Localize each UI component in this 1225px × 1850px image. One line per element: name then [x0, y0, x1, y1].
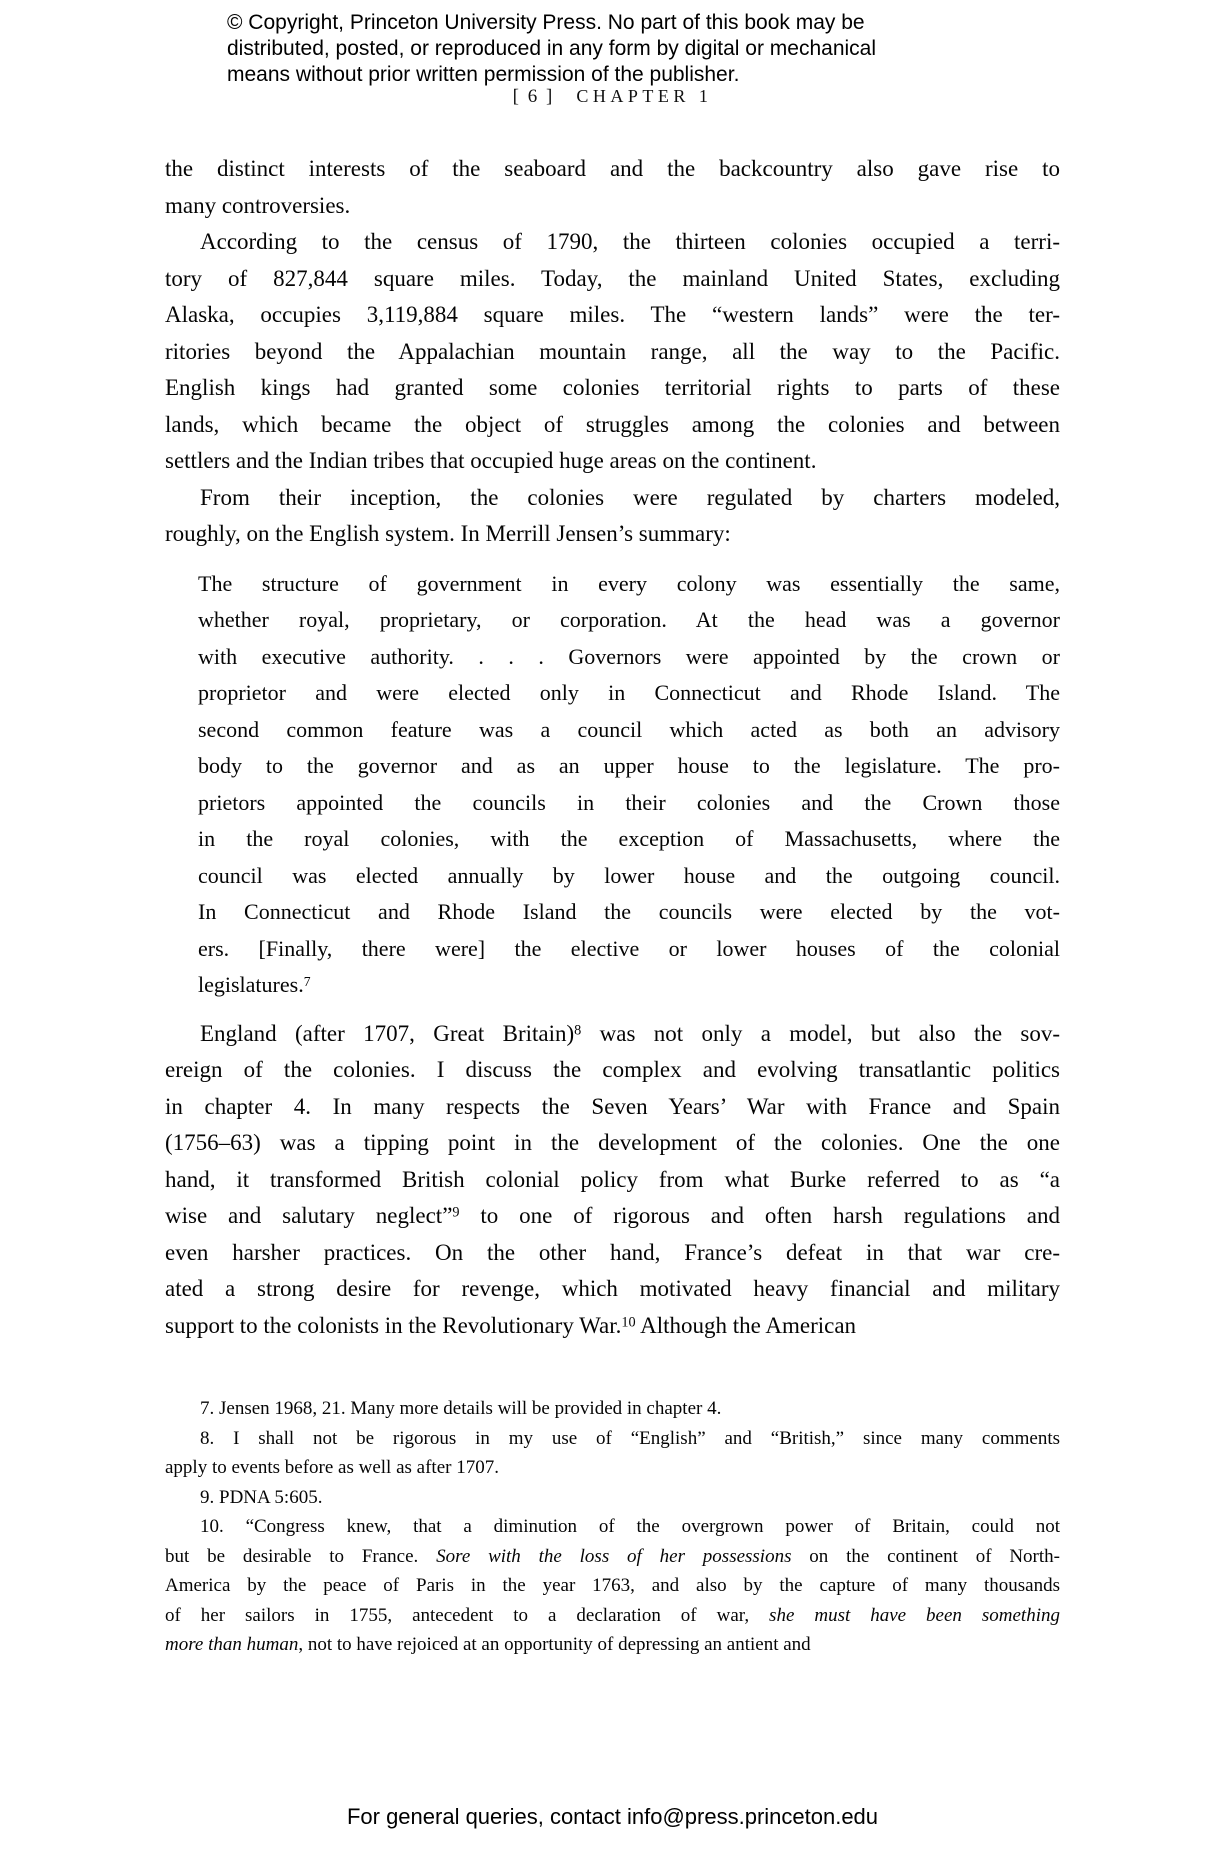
text-line: © Copyright, Princeton University Press. No part of this book may be: [227, 11, 865, 34]
text-line: 10. “Congress knew, that a diminution of the overgrown power of Britain, could not: [200, 1516, 1060, 1537]
paragraph-2: [165, 224, 1060, 480]
text-line: in chapter 4. In many respects the Seven Years’ War with France and Spain: [165, 1093, 1060, 1119]
paragraph-4: [165, 1016, 1060, 1345]
footnote-10: [165, 1512, 1060, 1660]
text-line: in the royal colonies, with the exception of Massachusetts, where the: [198, 826, 1060, 851]
text-line: support to the colonists in the Revolutionary War.$^{10}$ Although the American: [165, 1312, 857, 1338]
text-line: wise and salutary neglect”$^9$ to one of rigorous and often harsh regulations and: [165, 1203, 1060, 1228]
text-line: lands, which became the object of struggles among the colonies and between: [165, 411, 1060, 437]
text-line: According to the census of 1790, the thirteen colonies occupied a terri-: [200, 229, 1060, 254]
text-line: (1756–63) was a tipping point in the development of the colonies. One the one: [165, 1130, 1060, 1155]
text-line: English kings had granted some colonies territorial rights to parts of these: [165, 375, 1060, 400]
block-quote: [198, 566, 1060, 1004]
text-line: with executive authority. . . . Governors were appointed by the crown or: [198, 643, 1060, 669]
text-line: but be desirable to France. Sore with the loss of her possessions on the continent of North-: [165, 1545, 1060, 1567]
text-line: ated a strong desire for revenge, which motivated heavy financial and military: [165, 1276, 1060, 1301]
running-head: [165, 86, 1060, 108]
footnote-8: [165, 1424, 1060, 1483]
text-line: means without prior written permission of the publisher.: [227, 63, 740, 86]
text-line: more than human, not to have rejoiced at an opportunity of depressing an antient and: [165, 1634, 811, 1655]
text-line: The structure of government in every colony was essentially the same,: [198, 570, 1060, 596]
paragraph-1: [165, 151, 1060, 224]
text-line: hand, it transformed British colonial policy from what Burke referred to as “a: [165, 1166, 1060, 1192]
text-line: legislatures.$^7$: [198, 972, 311, 997]
text-line: many controversies.: [165, 192, 351, 218]
page-number: [ 6 ]: [512, 86, 555, 107]
text-line: apply to events before as well as after 1707.: [165, 1457, 499, 1478]
footnotes: [165, 1394, 1060, 1660]
text-line: settlers and the Indian tribes that occupied huge areas on the continent.: [165, 448, 817, 473]
text-line: roughly, on the English system. In Merrill Jensen’s summary:: [165, 521, 731, 546]
paragraph-3: [165, 480, 1060, 553]
text-line: even harsher practices. On the other hand, France’s defeat in that war cre-: [165, 1239, 1060, 1265]
text-line: 8. I shall not be rigorous in my use of “English” and “British,” since many comments: [200, 1427, 1060, 1449]
text-line: Alaska, occupies 3,119,884 square miles. The “western lands” were the ter-: [165, 302, 1060, 327]
footnote-9: [165, 1483, 1060, 1513]
text-line: proprietor and were elected only in Connecticut and Rhode Island. The: [198, 680, 1060, 705]
main-text: [165, 151, 1060, 1344]
chapter-title: CHAPTER 1: [576, 86, 713, 106]
text-line: body to the governor and as an upper house to the legislature. The pro-: [198, 753, 1060, 778]
text-line: England (after 1707, Great Britain)$^8$ was not only a model, but also the sov-: [200, 1020, 1061, 1046]
text-line: of her sailors in 1755, antecedent to a declaration of war, she must have been something: [165, 1604, 1060, 1626]
text-line: whether royal, proprietary, or corporation. At the head was a governor: [198, 607, 1060, 632]
queries-contact-line: For general queries, contact info@press.princeton.edu: [346, 1804, 879, 1829]
text-line: second common feature was a council which acted as both an advisory: [198, 716, 1060, 742]
footnote-reference: 8: [574, 1022, 582, 1039]
footnote-reference: 9: [452, 1204, 460, 1221]
copyright-notice: [227, 10, 876, 88]
text-line: 9. PDNA 5:605.: [200, 1486, 323, 1508]
text-line: 7. Jensen 1968, 21. Many more details will be provided in chapter 4.: [200, 1398, 722, 1419]
footnote-reference: 10: [621, 1314, 636, 1331]
text-line: America by the peace of Paris in the year 1763, and also by the capture of many thousands: [165, 1575, 1060, 1596]
text-line: prietors appointed the councils in their colonies and the Crown those: [198, 789, 1060, 815]
text-line: distributed, posted, or reproduced in any form by digital or mechanical: [227, 37, 877, 60]
text-line: the distinct interests of the seaboard and the backcountry also gave rise to: [165, 156, 1060, 181]
text-line: In Connecticut and Rhode Island the councils were elected by the vot-: [198, 899, 1060, 924]
text-line: ers. [Finally, there were] the elective or lower houses of the colonial: [198, 935, 1060, 961]
footnote-reference: 7: [303, 973, 311, 989]
text-line: tory of 827,844 square miles. Today, the mainland United States, excluding: [165, 265, 1060, 291]
footnote-7: [165, 1394, 1060, 1424]
text-line: council was elected annually by lower house and the outgoing council.: [198, 862, 1060, 888]
text-line: ereign of the colonies. I discuss the complex and evolving transatlantic politics: [165, 1057, 1060, 1082]
text-line: From their inception, the colonies were regulated by charters modeled,: [200, 484, 1060, 510]
text-line: ritories beyond the Appalachian mountain range, all the way to the Pacific.: [165, 338, 1060, 364]
